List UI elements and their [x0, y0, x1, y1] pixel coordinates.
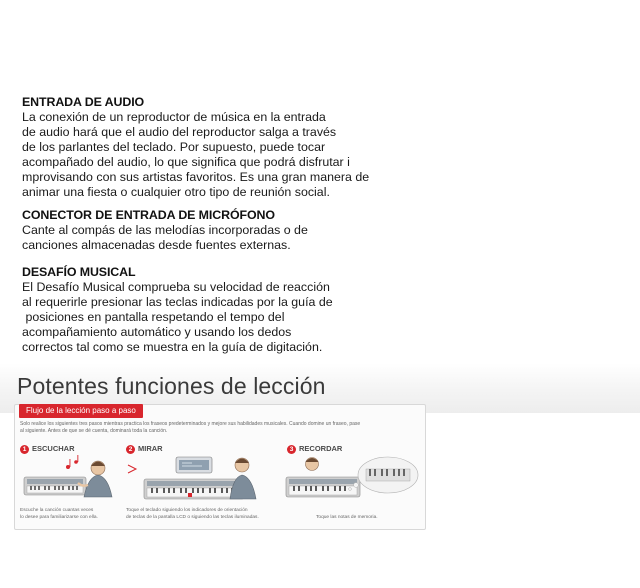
lesson-intro-line: al siguiente. Antes de que se dé cuenta, dominará toda la canción.	[20, 428, 168, 434]
section-mic-input	[22, 208, 394, 253]
step-remember-caption	[316, 514, 378, 521]
step-listen-caption	[20, 507, 98, 521]
step-number-badge: 2	[126, 445, 135, 454]
caption-line: lo desee para familiarizarse con ella.	[20, 515, 98, 520]
section-text-line: canciones almacenadas desde fuentes externas.	[22, 238, 291, 252]
step-watch-caption	[126, 507, 259, 521]
section-text-line: al requerirle presionar las teclas indicadas por la guía de	[22, 295, 333, 309]
section-musical-challenge	[22, 265, 394, 355]
step-title: ESCUCHAR	[32, 444, 75, 453]
step-watch-label	[126, 444, 163, 454]
section-text-line: de los parlantes del teclado. Por supuesto, puede tocar	[22, 140, 326, 154]
section-text-line: La conexión de un reproductor de música en la entrada	[22, 110, 326, 124]
section-text-line: mprovisando con sus artistas favoritos. Es una gran manera de	[22, 170, 370, 184]
caption-line: Escuche la canción cuantas veces	[20, 508, 94, 513]
caption-line: Toque las notas de memoria.	[316, 515, 378, 520]
section-text-line: El Desafío Musical comprueba su velocidad de reacción	[22, 280, 330, 294]
step-remember-label	[287, 444, 342, 454]
lesson-intro-line: Solo realice los siguientes tres pasos mientras practica los fraseos predeterminados y mejore sus habilidades musicales. Cuando domine un fraseo, pase	[20, 421, 361, 427]
remember-illustration	[284, 455, 422, 505]
lesson-intro	[20, 421, 416, 435]
section-text-line: acompañamiento automático y usando los dedos	[22, 325, 292, 339]
step-title: MIRAR	[138, 444, 163, 453]
caption-line: de teclas de la pantalla LCD o siguiendo las teclas iluminadas.	[126, 515, 259, 520]
keyboard-icon	[24, 477, 86, 495]
lesson-flow-tab: Flujo de la lección paso a paso	[19, 404, 143, 418]
section-text-line: de audio hará que el audio del reproductor salga a través	[22, 125, 337, 139]
keyboard-icon	[286, 477, 360, 497]
person-icon	[306, 458, 319, 471]
step-number-badge: 1	[20, 445, 29, 454]
lesson-heading: Potentes funciones de lección	[17, 373, 326, 399]
music-notes-icon	[128, 465, 136, 473]
section-audio-input	[22, 95, 394, 200]
section-title: ENTRADA DE AUDIO	[22, 95, 145, 109]
step-number-badge: 3	[287, 445, 296, 454]
section-title: CONECTOR DE ENTRADA DE MICRÓFONO	[22, 208, 275, 222]
step-listen-label	[20, 444, 75, 454]
step-title: RECORDAR	[299, 444, 343, 453]
section-text-line: posiciones en pantalla respetando el tempo del	[22, 310, 285, 324]
caption-line: Toque el teclado siguiendo los indicadores de orientación	[126, 508, 248, 513]
section-text-line: acompañado del audio, lo que significa que podrá disfrutar i	[22, 155, 350, 169]
section-text-line: animar una fiesta o cualquier otro tipo de reunión social.	[22, 185, 330, 199]
section-text-line: Cante al compás de las melodías incorporadas o de	[22, 223, 308, 237]
music-notes-icon	[66, 455, 78, 469]
lcd-screen-icon	[176, 457, 212, 473]
person-icon	[230, 458, 256, 499]
keyboard-icon	[144, 479, 244, 499]
listen-illustration	[18, 455, 122, 505]
section-text-line: correctos tal como se muestra en la guía de digitación.	[22, 340, 323, 354]
watch-illustration	[124, 455, 266, 505]
section-title: DESAFÍO MUSICAL	[22, 265, 136, 279]
